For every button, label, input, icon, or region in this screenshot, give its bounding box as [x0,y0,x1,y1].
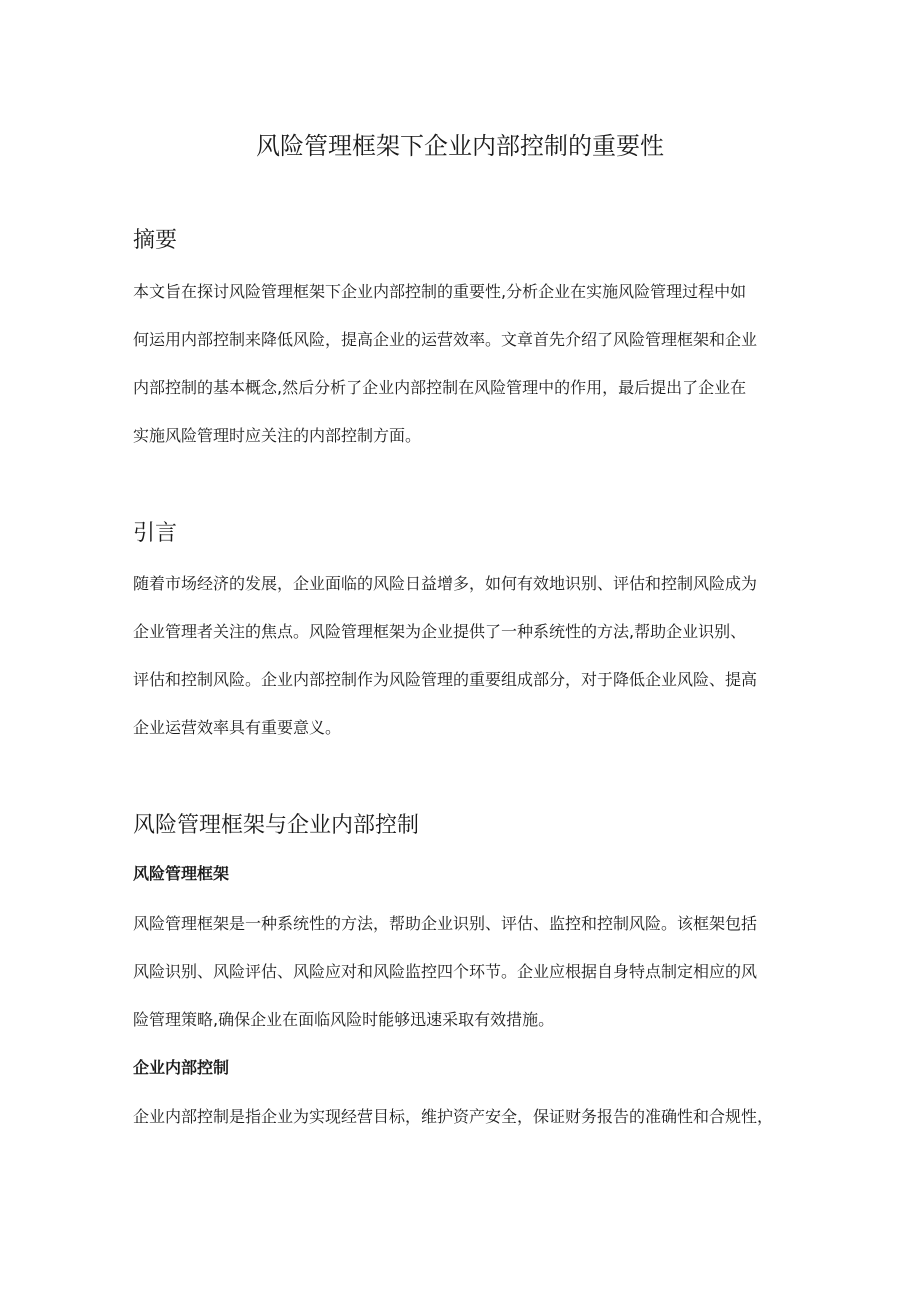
section-heading-abstract: 摘要 [133,228,178,253]
paragraph-line: 随着市场经济的发展，企业面临的风险日益增多，如何有效地识别、评估和控制风险成为 [133,574,758,593]
paragraph-line: 实施风险管理时应关注的内部控制方面。 [133,426,422,445]
paragraph-line: 内部控制的基本概念,然后分析了企业内部控制在风险管理中的作用，最后提出了企业在 [133,378,747,397]
section-heading-framework-and-control: 风险管理框架与企业内部控制 [133,813,420,838]
subsection-heading-internal-control: 企业内部控制 [133,1058,230,1077]
introduction-paragraph [133,560,797,752]
paragraph-line: 险管理策略,确保企业在面临风险时能够迅速采取有效措施。 [133,1010,555,1029]
paragraph-line: 评估和控制风险。企业内部控制作为风险管理的重要组成部分，对于降低企业风险、提高 [133,670,758,689]
subsection-heading-risk-framework: 风险管理框架 [133,864,230,883]
paragraph-line: 企业管理者关注的焦点。风险管理框架为企业提供了一种系统性的方法,帮助企业识别、 [133,622,747,641]
document-title: 风险管理框架下企业内部控制的重要性 [256,132,664,160]
abstract-paragraph [133,268,797,460]
paragraph-line: 何运用内部控制来降低风险，提高企业的运营效率。文章首先介绍了风险管理框架和企业 [133,330,758,349]
paragraph-line: 风险识别、风险评估、风险应对和风险监控四个环节。企业应根据自身特点制定相应的风 [133,962,758,981]
paragraph-line: 本文旨在探讨风险管理框架下企业内部控制的重要性,分析企业在实施风险管理过程中如 [133,282,747,301]
paragraph-line: 企业内部控制是指企业为实现经营目标，维护资产安全，保证财务报告的准确性和合规性， [133,1107,774,1126]
section-heading-introduction: 引言 [133,521,178,546]
paragraph-line: 风险管理框架是一种系统性的方法，帮助企业识别、评估、监控和控制风险。该框架包括 [133,914,758,933]
paragraph-line: 企业运营效率具有重要意义。 [133,718,342,737]
internal-control-paragraph [133,1093,797,1141]
risk-framework-paragraph [133,900,797,1044]
